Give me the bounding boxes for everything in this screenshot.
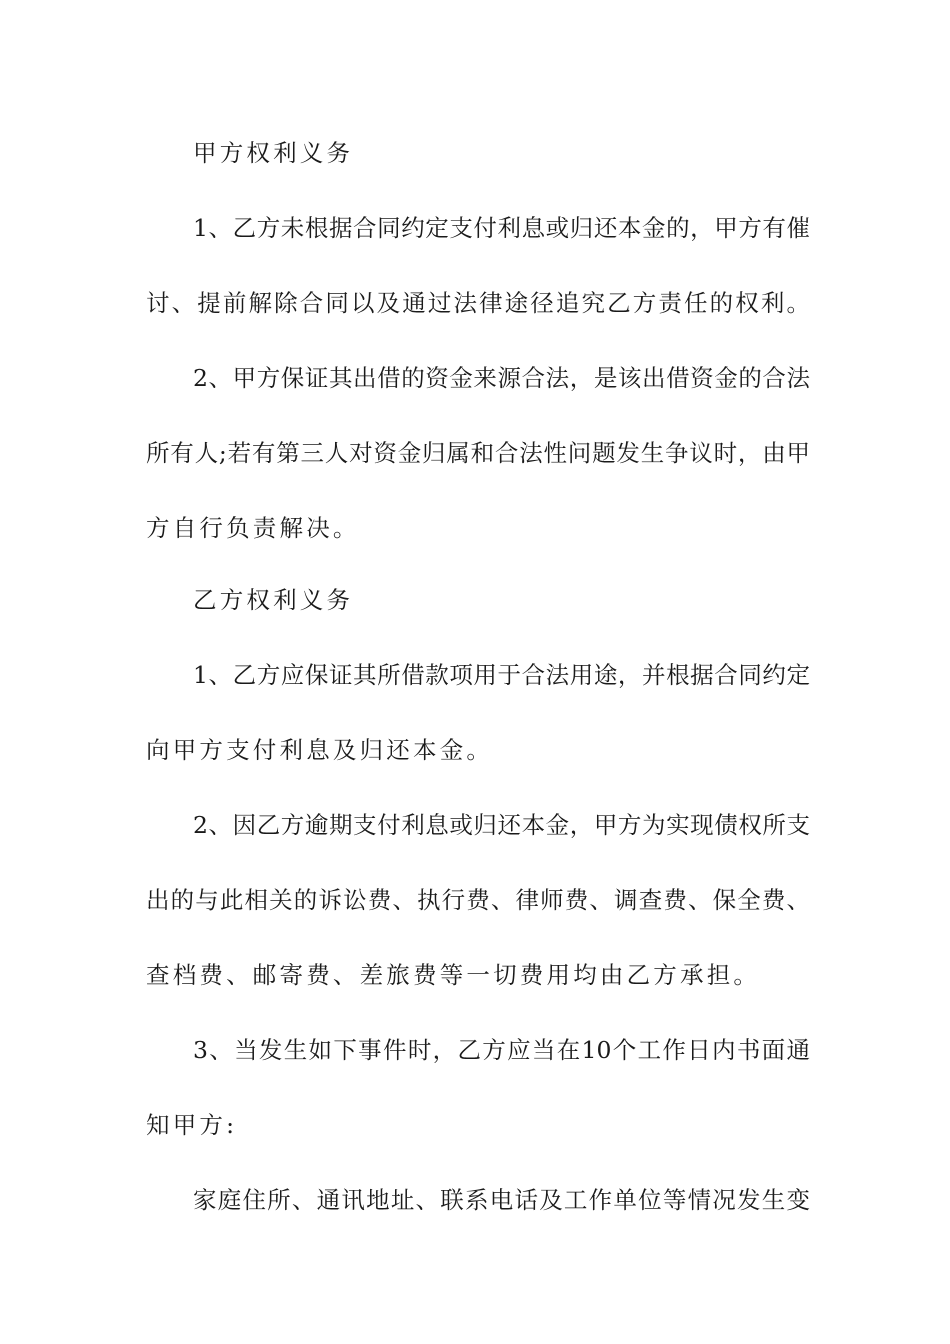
- section-heading-party-a: 甲方权利义务: [193, 139, 354, 167]
- paragraph-line: 家庭住所、通讯地址、联系电话及工作单位等情况发生变: [193, 1186, 810, 1214]
- paragraph-line: 查档费、邮寄费、差旅费等一切费用均由乙方承担。: [146, 961, 761, 989]
- paragraph-line: 2、因乙方逾期支付利息或归还本金，甲方为实现债权所支: [193, 811, 810, 839]
- paragraph-line: 出的与此相关的诉讼费、执行费、律师费、调查费、保全费、: [146, 886, 810, 914]
- paragraph-line: 向甲方支付利息及归还本金。: [146, 736, 494, 764]
- paragraph-line: 方自行负责解决。: [146, 514, 360, 542]
- paragraph-line: 讨、提前解除合同以及通过法律途径追究乙方责任的权利。: [146, 289, 810, 317]
- section-heading-party-b: 乙方权利义务: [193, 586, 354, 614]
- paragraph-line: 2、甲方保证其出借的资金来源合法，是该出借资金的合法: [193, 364, 810, 392]
- paragraph-line: 3、当发生如下事件时，乙方应当在10个工作日内书面通: [193, 1036, 810, 1064]
- paragraph-line: 知甲方:: [146, 1111, 238, 1139]
- paragraph-line: 所有人;若有第三人对资金归属和合法性问题发生争议时，由甲: [146, 439, 810, 467]
- paragraph-line: 1、乙方应保证其所借款项用于合法用途，并根据合同约定: [193, 661, 810, 689]
- paragraph-line: 1、乙方未根据合同约定支付利息或归还本金的，甲方有催: [193, 214, 810, 242]
